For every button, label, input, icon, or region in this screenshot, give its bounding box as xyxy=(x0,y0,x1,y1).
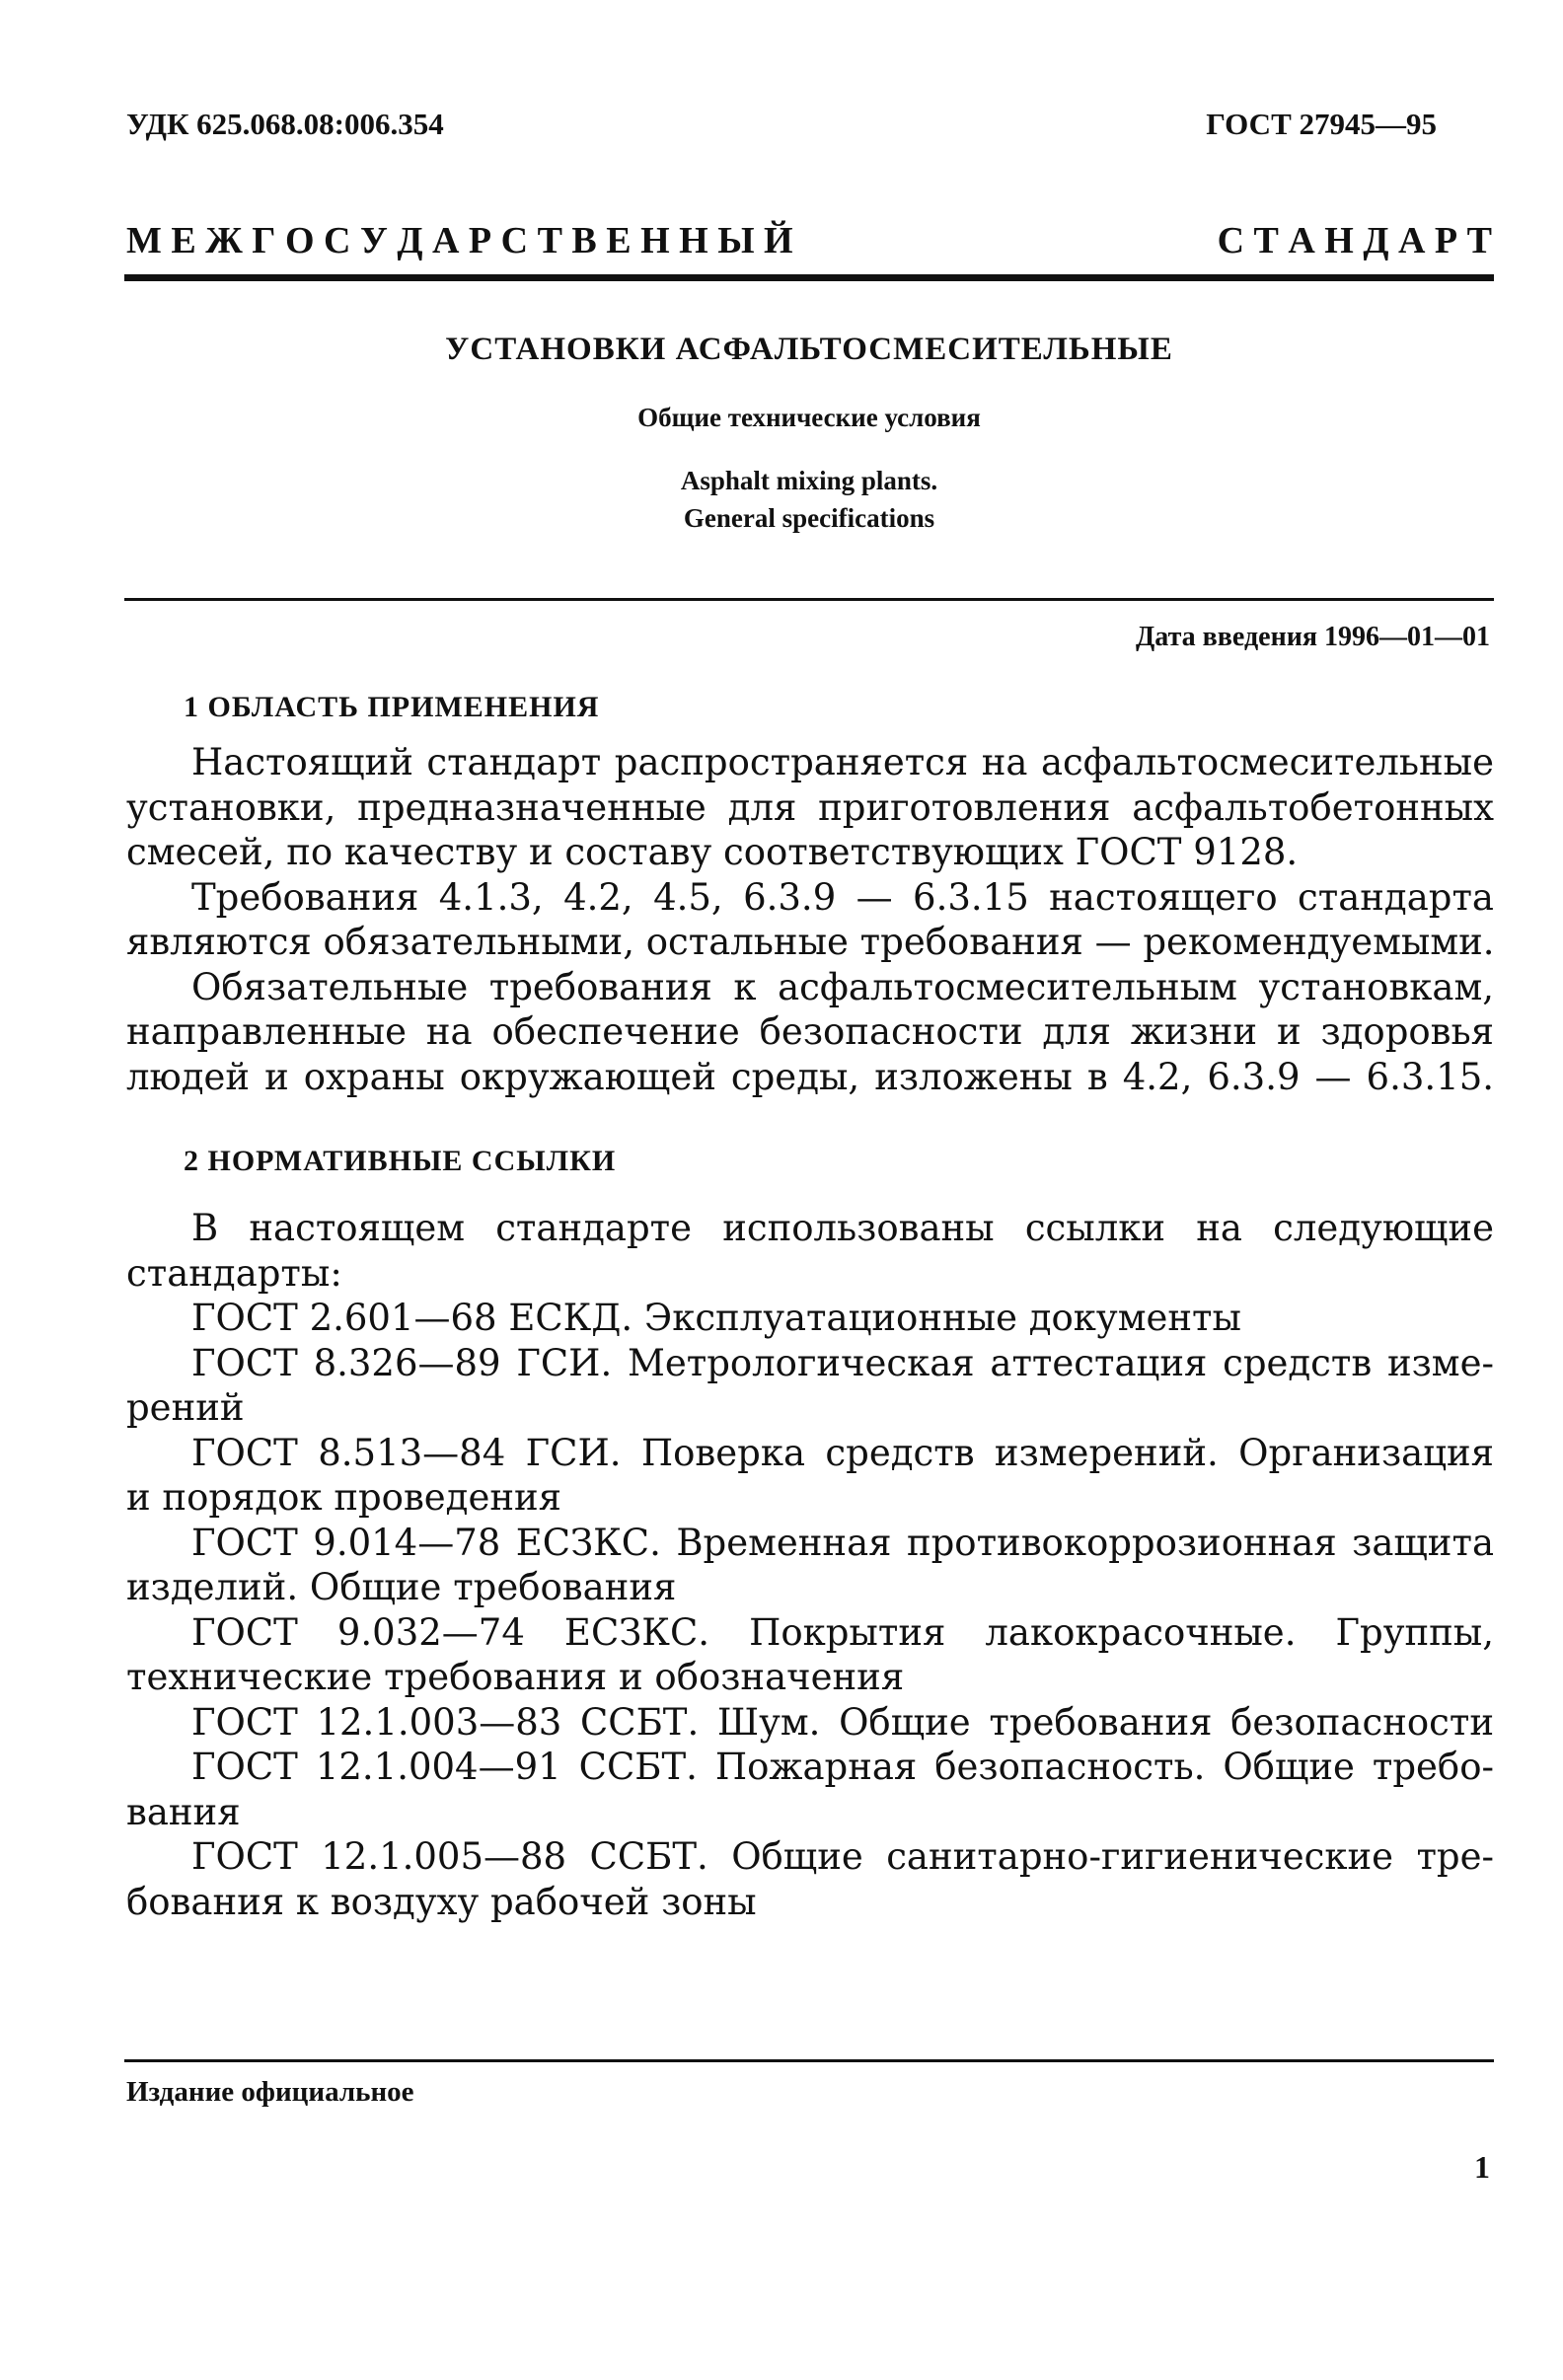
section-2-line: стандарты: xyxy=(126,1251,342,1295)
section-2-heading: 2 НОРМАТИВНЫЕ ССЫЛКИ xyxy=(184,1145,617,1177)
section-1-line: смесей, по качеству и составу соответствующих ГОСТ 9128. xyxy=(126,831,1299,873)
normative-reference: вания xyxy=(126,1790,241,1833)
normative-reference: и порядок проведения xyxy=(126,1476,562,1519)
normative-reference: ГОСТ 9.032—74 ЕСЗКС. Покрытия лакокрасочные. Группы, xyxy=(191,1610,1494,1654)
section-1-line: Обязательные требования к асфальтосмесительным установкам, xyxy=(191,965,1494,1008)
normative-reference: рений xyxy=(126,1386,245,1429)
section-1-heading: 1 ОБЛАСТЬ ПРИМЕНЕНИЯ xyxy=(184,691,600,723)
normative-reference: ГОСТ 12.1.005—88 ССБТ. Общие санитарно-гигиенические тре- xyxy=(191,1835,1494,1878)
normative-reference: ГОСТ 8.513—84 ГСИ. Поверка средств измерений. Организация xyxy=(191,1431,1494,1474)
normative-reference: ГОСТ 9.014—78 ЕСЗКС. Временная противокоррозионная защита xyxy=(191,1521,1494,1564)
edition-label: Издание официальное xyxy=(126,2076,414,2108)
english-title-line-2: General specifications xyxy=(683,503,935,533)
normative-reference: бования к воздуху рабочей зоны xyxy=(126,1880,757,1923)
footer-divider xyxy=(124,2059,1494,2062)
page-number: 1 xyxy=(1474,2149,1490,2185)
english-title-line-1: Asphalt mixing plants. xyxy=(680,466,938,495)
section-1-line: Настоящий стандарт распространяется на асфальтосмесительные xyxy=(191,741,1494,783)
udc-code: УДК 625.068.08:006.354 xyxy=(126,107,444,141)
normative-reference: ГОСТ 2.601—68 ЕСКД. Эксплуатационные документы xyxy=(191,1297,1241,1339)
introduction-date: Дата введения 1996—01—01 xyxy=(1136,622,1490,652)
standard-type-right: С Т А Н Д А Р Т xyxy=(1217,220,1492,261)
section-1-body xyxy=(126,740,1494,1099)
section-1-line: людей и охраны окружающей среды, изложены в 4.2, 6.3.9 — 6.3.15. xyxy=(126,1055,1494,1098)
section-1-line: установки, предназначенные для приготовления асфальтобетонных xyxy=(126,785,1494,829)
gost-number: ГОСТ 27945—95 xyxy=(1206,107,1437,141)
section-2-line: В настоящем стандарте использованы ссылки на следующие xyxy=(191,1207,1494,1249)
standard-type-banner xyxy=(126,219,1492,262)
document-title: УСТАНОВКИ АСФАЛЬТОСМЕСИТЕЛЬНЫЕ xyxy=(445,332,1173,367)
section-1-line: направленные на обеспечение безопасности для жизни и здоровья xyxy=(126,1010,1494,1053)
normative-reference: ГОСТ 12.1.004—91 ССБТ. Пожарная безопасность. Общие требо- xyxy=(191,1746,1494,1788)
title-divider xyxy=(124,598,1494,601)
section-1-line: являются обязательными, остальные требования — рекомендуемыми. xyxy=(126,921,1495,963)
normative-reference: технические требования и обозначения xyxy=(126,1656,905,1698)
normative-reference: изделий. Общие требования xyxy=(126,1566,677,1608)
document-subtitle: Общие технические условия xyxy=(637,403,981,432)
normative-reference: ГОСТ 12.1.003—83 ССБТ. Шум. Общие требования безопасности xyxy=(191,1700,1494,1744)
header-divider xyxy=(124,274,1494,281)
normative-reference: ГОСТ 8.326—89 ГСИ. Метрологическая аттестация средств изме- xyxy=(191,1341,1494,1384)
section-1-line: Требования 4.1.3, 4.2, 4.5, 6.3.9 — 6.3.15 настоящего стандарта xyxy=(191,875,1494,919)
standard-type-left: М Е Ж Г О С У Д А Р С Т В Е Н Н Ы Й xyxy=(126,220,793,261)
section-2-body xyxy=(126,1206,1494,1924)
